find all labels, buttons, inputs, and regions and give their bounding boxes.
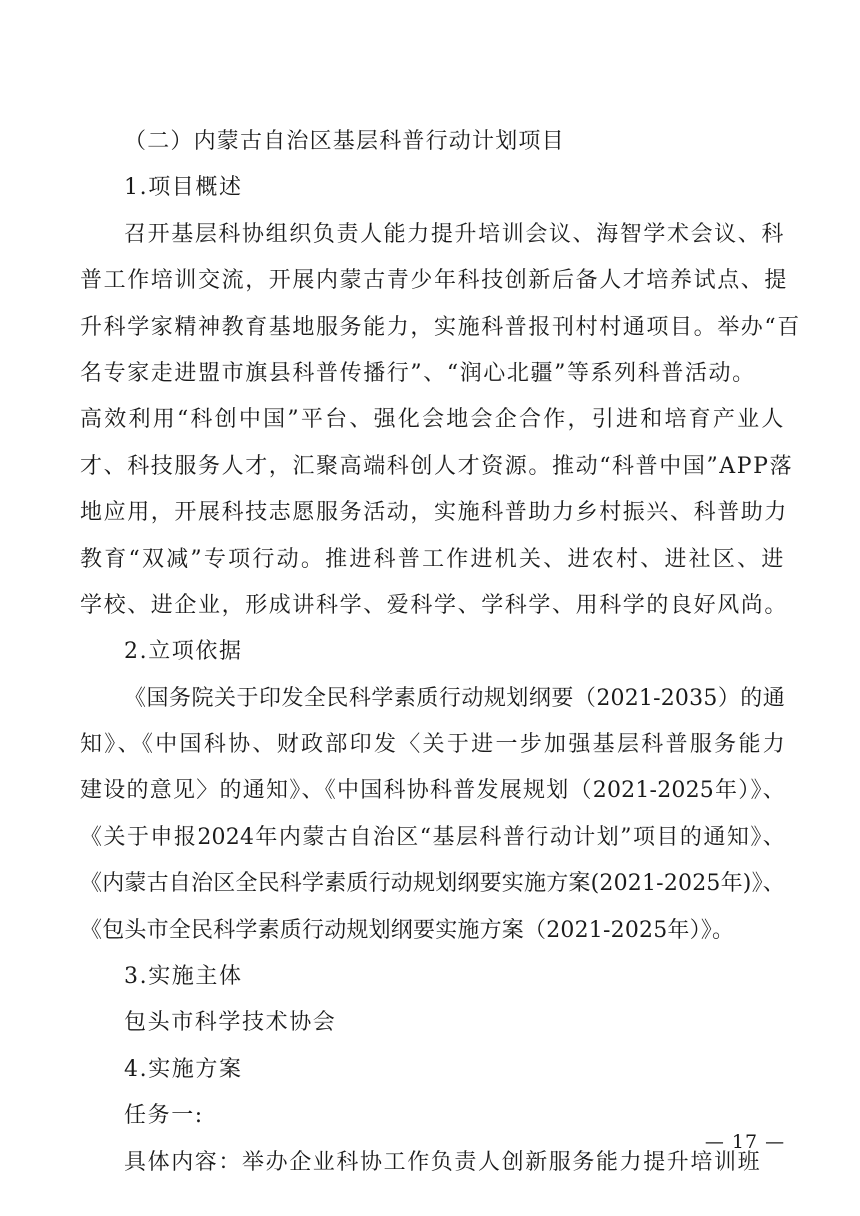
overview-line: 地应用，开展科技志愿服务活动，实施科普助力乡村振兴、科普助力 — [80, 500, 789, 526]
plan-heading: 4.实施方案 — [124, 1056, 243, 1082]
subject-text: 包头市科学技术协会 — [124, 1010, 337, 1036]
basis-heading: 2.立项依据 — [124, 639, 243, 665]
overview-line: 召开基层科协组织负责人能力提升培训会议、海智学术会议、科 — [124, 221, 785, 247]
overview-heading: 1.项目概述 — [124, 175, 243, 201]
basis-line: 《包头市全民科学素质行动规划纲要实施方案（2021-2025年）》。 — [80, 917, 735, 943]
document-body — [80, 119, 801, 1186]
task-content: 具体内容：举办企业科协工作负责人创新服务能力提升培训班 — [124, 1149, 762, 1175]
overview-line: 才、科技服务人才，汇聚高端科创人才资源。推动“科普中国”APP落 — [80, 453, 794, 479]
section-heading: （二）内蒙古自治区基层科普行动计划项目 — [124, 129, 565, 154]
basis-line: 《国务院关于印发全民科学素质行动规划纲要（2021-2035）的通 — [124, 685, 785, 711]
page-number: — 17 — — [704, 1131, 786, 1153]
task-label: 任务一: — [124, 1103, 204, 1129]
overview-line: 名专家走进盟市旗县科普传播行”、“润心北疆”等系列科普活动。 — [80, 360, 756, 386]
basis-line: 建设的意见〉的通知》、《中国科协科普发展规划（2021-2025年）》、 — [80, 778, 785, 804]
overview-line: 教育“双减”专项行动。推进科普工作进机关、进农村、进社区、进 — [80, 546, 785, 572]
basis-line: 《内蒙古自治区全民科学素质行动规划纲要实施方案(2021-2025年)》、 — [80, 871, 785, 897]
subject-heading: 3.实施主体 — [124, 964, 243, 990]
basis-line: 《关于申报2024年内蒙古自治区“基层科普行动计划”项目的通知》、 — [80, 824, 785, 850]
overview-line: 学校、进企业，形成讲科学、爱科学、学科学、用科学的良好风尚。 — [80, 592, 789, 618]
basis-line: 知》、《中国科协、财政部印发〈关于进一步加强基层科普服务能力 — [80, 732, 785, 758]
overview-line: 升科学家精神教育基地服务能力，实施科普报刊村村通项目。举办“百 — [80, 314, 801, 340]
overview-line: 普工作培训交流，开展内蒙古青少年科技创新后备人才培养试点、提 — [80, 268, 789, 294]
overview-line: 高效利用“科创中国”平台、强化会地会企合作，引进和培育产业人 — [80, 407, 785, 433]
